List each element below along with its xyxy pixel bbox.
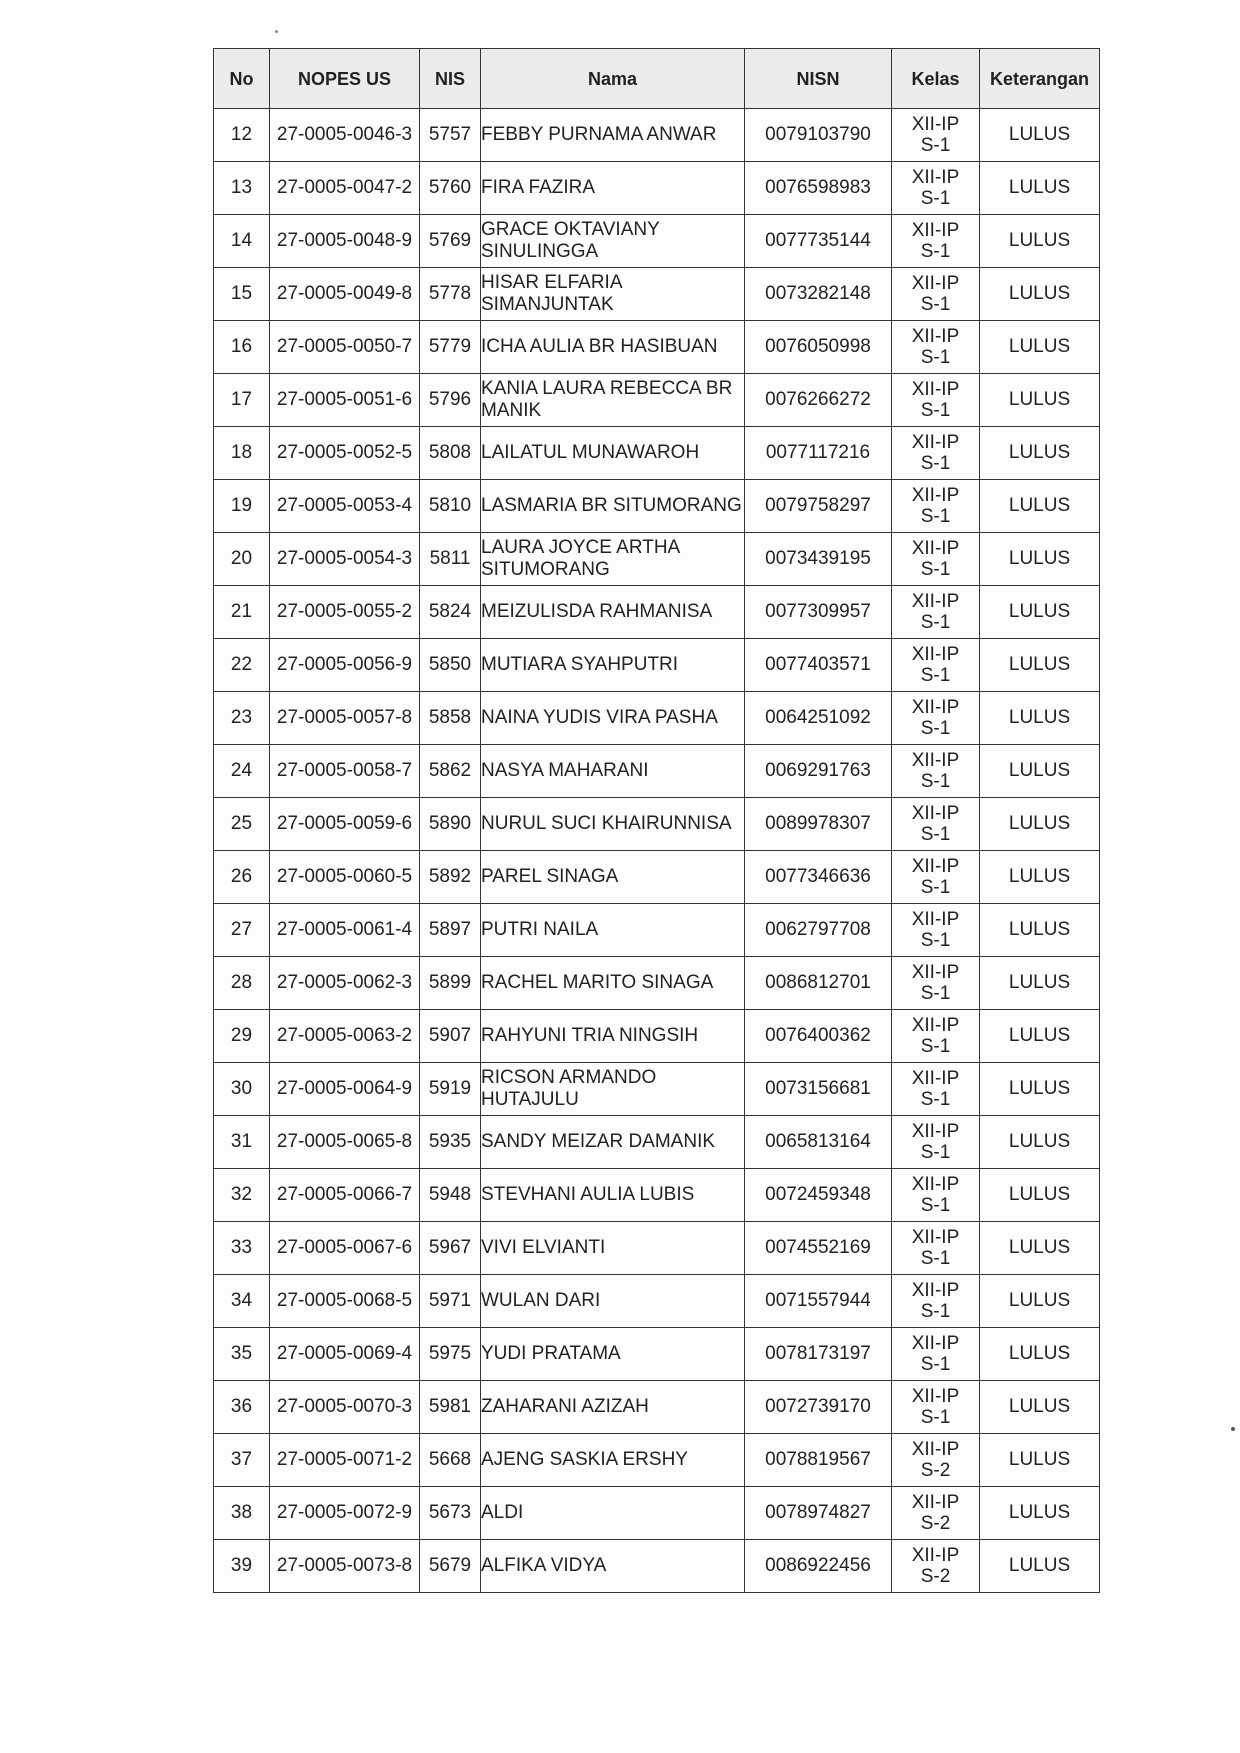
- cell-no: 28: [214, 957, 270, 1010]
- cell-nopes: 27-0005-0063-2: [270, 1010, 420, 1063]
- cell-nis: 5757: [420, 109, 481, 162]
- results-table: [213, 48, 1100, 1593]
- cell-nama: NURUL SUCI KHAIRUNNISA: [481, 798, 745, 851]
- kelas-text: XII-IPS-1: [911, 1121, 960, 1163]
- cell-keterangan: LULUS: [980, 1381, 1100, 1434]
- cell-nama: ALFIKA VIDYA: [481, 1540, 745, 1593]
- cell-keterangan: LULUS: [980, 851, 1100, 904]
- cell-nisn: 0078974827: [745, 1487, 892, 1540]
- table-row: [214, 1328, 1100, 1381]
- cell-no: 23: [214, 692, 270, 745]
- kelas-text: XII-IPS-1: [911, 909, 960, 951]
- kelas-text: XII-IPS-1: [911, 750, 960, 792]
- cell-keterangan: LULUS: [980, 1169, 1100, 1222]
- cell-nisn: 0065813164: [745, 1116, 892, 1169]
- cell-nis: 5862: [420, 745, 481, 798]
- cell-keterangan: LULUS: [980, 1275, 1100, 1328]
- table-row: [214, 957, 1100, 1010]
- kelas-text: XII-IPS-1: [911, 114, 960, 156]
- cell-kelas: [892, 692, 980, 745]
- kelas-text: XII-IPS-1: [911, 644, 960, 686]
- cell-nopes: 27-0005-0052-5: [270, 427, 420, 480]
- table-row: [214, 1010, 1100, 1063]
- table-row: [214, 215, 1100, 268]
- table-row: [214, 533, 1100, 586]
- cell-nis: 5796: [420, 374, 481, 427]
- cell-kelas: [892, 268, 980, 321]
- cell-nopes: 27-0005-0057-8: [270, 692, 420, 745]
- table-row: [214, 1434, 1100, 1487]
- cell-nama: PUTRI NAILA: [481, 904, 745, 957]
- kelas-text: XII-IPS-1: [911, 1174, 960, 1216]
- kelas-text: XII-IPS-2: [911, 1545, 960, 1587]
- cell-nis: 5824: [420, 586, 481, 639]
- cell-keterangan: LULUS: [980, 109, 1100, 162]
- cell-keterangan: LULUS: [980, 1116, 1100, 1169]
- kelas-text: XII-IPS-1: [911, 1068, 960, 1110]
- table-row: [214, 1063, 1100, 1116]
- cell-nisn: 0076400362: [745, 1010, 892, 1063]
- cell-kelas: [892, 1169, 980, 1222]
- table-row: [214, 1116, 1100, 1169]
- kelas-text: XII-IPS-1: [911, 803, 960, 845]
- kelas-text: XII-IPS-1: [911, 1015, 960, 1057]
- cell-nama: FEBBY PURNAMA ANWAR: [481, 109, 745, 162]
- cell-nis: 5808: [420, 427, 481, 480]
- table-row: [214, 851, 1100, 904]
- kelas-text: XII-IPS-1: [911, 326, 960, 368]
- cell-nisn: 0072739170: [745, 1381, 892, 1434]
- cell-kelas: [892, 639, 980, 692]
- cell-keterangan: LULUS: [980, 1063, 1100, 1116]
- header-row: [214, 49, 1100, 109]
- cell-nama: AJENG SASKIA ERSHY: [481, 1434, 745, 1487]
- cell-nama: LAILATUL MUNAWAROH: [481, 427, 745, 480]
- cell-nisn: 0062797708: [745, 904, 892, 957]
- cell-nisn: 0079103790: [745, 109, 892, 162]
- cell-nama: FIRA FAZIRA: [481, 162, 745, 215]
- header-nis: NIS: [420, 49, 481, 109]
- cell-no: 39: [214, 1540, 270, 1593]
- table-row: [214, 1381, 1100, 1434]
- cell-no: 33: [214, 1222, 270, 1275]
- cell-kelas: [892, 321, 980, 374]
- cell-keterangan: LULUS: [980, 586, 1100, 639]
- cell-no: 29: [214, 1010, 270, 1063]
- kelas-text: XII-IPS-1: [911, 432, 960, 474]
- cell-nisn: 0076598983: [745, 162, 892, 215]
- cell-nopes: 27-0005-0055-2: [270, 586, 420, 639]
- cell-no: 21: [214, 586, 270, 639]
- cell-nis: 5967: [420, 1222, 481, 1275]
- cell-nis: 5935: [420, 1116, 481, 1169]
- cell-nisn: 0072459348: [745, 1169, 892, 1222]
- cell-no: 34: [214, 1275, 270, 1328]
- cell-no: 19: [214, 480, 270, 533]
- cell-nopes: 27-0005-0048-9: [270, 215, 420, 268]
- kelas-text: XII-IPS-1: [911, 167, 960, 209]
- cell-kelas: [892, 533, 980, 586]
- cell-nopes: 27-0005-0064-9: [270, 1063, 420, 1116]
- cell-nis: 5668: [420, 1434, 481, 1487]
- cell-nis: 5919: [420, 1063, 481, 1116]
- cell-no: 31: [214, 1116, 270, 1169]
- table-row: [214, 798, 1100, 851]
- cell-nopes: 27-0005-0058-7: [270, 745, 420, 798]
- cell-nisn: 0077403571: [745, 639, 892, 692]
- table-row: [214, 109, 1100, 162]
- cell-nis: 5858: [420, 692, 481, 745]
- cell-nisn: 0077117216: [745, 427, 892, 480]
- kelas-text: XII-IPS-1: [911, 856, 960, 898]
- kelas-text: XII-IPS-1: [911, 591, 960, 633]
- cell-nisn: 0073156681: [745, 1063, 892, 1116]
- cell-nama: VIVI ELVIANTI: [481, 1222, 745, 1275]
- cell-kelas: [892, 1116, 980, 1169]
- cell-kelas: [892, 374, 980, 427]
- cell-nama: ICHA AULIA BR HASIBUAN: [481, 321, 745, 374]
- cell-nopes: 27-0005-0049-8: [270, 268, 420, 321]
- cell-no: 14: [214, 215, 270, 268]
- cell-nis: 5850: [420, 639, 481, 692]
- kelas-text: XII-IPS-1: [911, 962, 960, 1004]
- kelas-text: XII-IPS-1: [911, 273, 960, 315]
- cell-nis: 5679: [420, 1540, 481, 1593]
- kelas-text: XII-IPS-1: [911, 1227, 960, 1269]
- header-nama: Nama: [481, 49, 745, 109]
- cell-nopes: 27-0005-0069-4: [270, 1328, 420, 1381]
- cell-nopes: 27-0005-0067-6: [270, 1222, 420, 1275]
- cell-no: 36: [214, 1381, 270, 1434]
- cell-nis: 5811: [420, 533, 481, 586]
- cell-nama: YUDI PRATAMA: [481, 1328, 745, 1381]
- cell-kelas: [892, 904, 980, 957]
- cell-no: 32: [214, 1169, 270, 1222]
- cell-nisn: 0076266272: [745, 374, 892, 427]
- cell-no: 13: [214, 162, 270, 215]
- cell-nisn: 0074552169: [745, 1222, 892, 1275]
- cell-nis: 5760: [420, 162, 481, 215]
- kelas-text: XII-IPS-1: [911, 1280, 960, 1322]
- cell-nopes: 27-0005-0047-2: [270, 162, 420, 215]
- cell-nopes: 27-0005-0068-5: [270, 1275, 420, 1328]
- cell-kelas: [892, 586, 980, 639]
- kelas-text: XII-IPS-1: [911, 379, 960, 421]
- cell-kelas: [892, 1487, 980, 1540]
- cell-nis: 5810: [420, 480, 481, 533]
- cell-nopes: 27-0005-0046-3: [270, 109, 420, 162]
- cell-kelas: [892, 162, 980, 215]
- cell-keterangan: LULUS: [980, 321, 1100, 374]
- kelas-text: XII-IPS-1: [911, 538, 960, 580]
- table-row: [214, 1487, 1100, 1540]
- table-row: [214, 1275, 1100, 1328]
- cell-nopes: 27-0005-0060-5: [270, 851, 420, 904]
- table-row: [214, 904, 1100, 957]
- cell-kelas: [892, 215, 980, 268]
- cell-keterangan: LULUS: [980, 268, 1100, 321]
- cell-keterangan: LULUS: [980, 639, 1100, 692]
- cell-nisn: 0086922456: [745, 1540, 892, 1593]
- cell-nisn: 0078173197: [745, 1328, 892, 1381]
- cell-no: 30: [214, 1063, 270, 1116]
- cell-kelas: [892, 480, 980, 533]
- cell-keterangan: LULUS: [980, 215, 1100, 268]
- cell-keterangan: LULUS: [980, 957, 1100, 1010]
- cell-keterangan: LULUS: [980, 1540, 1100, 1593]
- cell-kelas: [892, 109, 980, 162]
- cell-nama: STEVHANI AULIA LUBIS: [481, 1169, 745, 1222]
- cell-nopes: 27-0005-0062-3: [270, 957, 420, 1010]
- cell-nopes: 27-0005-0066-7: [270, 1169, 420, 1222]
- cell-nis: 5769: [420, 215, 481, 268]
- cell-nama: RACHEL MARITO SINAGA: [481, 957, 745, 1010]
- cell-no: 27: [214, 904, 270, 957]
- cell-nopes: 27-0005-0073-8: [270, 1540, 420, 1593]
- table-row: [214, 745, 1100, 798]
- cell-no: 25: [214, 798, 270, 851]
- table-row: [214, 692, 1100, 745]
- cell-nis: 5890: [420, 798, 481, 851]
- cell-no: 18: [214, 427, 270, 480]
- cell-nama: NAINA YUDIS VIRA PASHA: [481, 692, 745, 745]
- kelas-text: XII-IPS-1: [911, 485, 960, 527]
- cell-nisn: 0078819567: [745, 1434, 892, 1487]
- table-row: [214, 639, 1100, 692]
- table-row: [214, 162, 1100, 215]
- cell-keterangan: LULUS: [980, 533, 1100, 586]
- cell-kelas: [892, 1275, 980, 1328]
- table-row: [214, 1222, 1100, 1275]
- cell-keterangan: LULUS: [980, 904, 1100, 957]
- cell-nopes: 27-0005-0071-2: [270, 1434, 420, 1487]
- cell-nama: ZAHARANI AZIZAH: [481, 1381, 745, 1434]
- cell-kelas: [892, 1381, 980, 1434]
- cell-nis: 5897: [420, 904, 481, 957]
- cell-no: 12: [214, 109, 270, 162]
- cell-nama: KANIA LAURA REBECCA BR MANIK: [481, 374, 745, 427]
- table-header: [214, 49, 1100, 109]
- cell-keterangan: LULUS: [980, 374, 1100, 427]
- cell-nisn: 0071557944: [745, 1275, 892, 1328]
- kelas-text: XII-IPS-1: [911, 697, 960, 739]
- cell-nopes: 27-0005-0072-9: [270, 1487, 420, 1540]
- kelas-text: XII-IPS-1: [911, 220, 960, 262]
- cell-kelas: [892, 1434, 980, 1487]
- cell-nis: 5981: [420, 1381, 481, 1434]
- cell-nis: 5892: [420, 851, 481, 904]
- table-row: [214, 1540, 1100, 1593]
- header-nopes: NOPES US: [270, 49, 420, 109]
- cell-nisn: 0077309957: [745, 586, 892, 639]
- cell-nisn: 0077735144: [745, 215, 892, 268]
- kelas-text: XII-IPS-1: [911, 1333, 960, 1375]
- cell-nopes: 27-0005-0065-8: [270, 1116, 420, 1169]
- cell-nopes: 27-0005-0054-3: [270, 533, 420, 586]
- cell-keterangan: LULUS: [980, 1487, 1100, 1540]
- cell-nama: GRACE OKTAVIANY SINULINGGA: [481, 215, 745, 268]
- cell-nama: SANDY MEIZAR DAMANIK: [481, 1116, 745, 1169]
- kelas-text: XII-IPS-1: [911, 1386, 960, 1428]
- kelas-text: XII-IPS-2: [911, 1492, 960, 1534]
- cell-kelas: [892, 427, 980, 480]
- cell-nisn: 0076050998: [745, 321, 892, 374]
- cell-nis: 5907: [420, 1010, 481, 1063]
- header-no: No: [214, 49, 270, 109]
- cell-nama: NASYA MAHARANI: [481, 745, 745, 798]
- cell-nopes: 27-0005-0050-7: [270, 321, 420, 374]
- cell-keterangan: LULUS: [980, 1434, 1100, 1487]
- cell-keterangan: LULUS: [980, 798, 1100, 851]
- cell-no: 26: [214, 851, 270, 904]
- header-nisn: NISN: [745, 49, 892, 109]
- cell-nama: RICSON ARMANDO HUTAJULU: [481, 1063, 745, 1116]
- header-keterangan: Keterangan: [980, 49, 1100, 109]
- cell-nopes: 27-0005-0061-4: [270, 904, 420, 957]
- table-row: [214, 374, 1100, 427]
- cell-kelas: [892, 798, 980, 851]
- cell-keterangan: LULUS: [980, 1222, 1100, 1275]
- table-body: [214, 109, 1100, 1593]
- cell-kelas: [892, 851, 980, 904]
- cell-no: 22: [214, 639, 270, 692]
- cell-nis: 5673: [420, 1487, 481, 1540]
- cell-nis: 5899: [420, 957, 481, 1010]
- cell-kelas: [892, 1063, 980, 1116]
- cell-nopes: 27-0005-0053-4: [270, 480, 420, 533]
- cell-nama: RAHYUNI TRIA NINGSIH: [481, 1010, 745, 1063]
- cell-nopes: 27-0005-0070-3: [270, 1381, 420, 1434]
- table-row: [214, 586, 1100, 639]
- cell-no: 37: [214, 1434, 270, 1487]
- cell-kelas: [892, 745, 980, 798]
- cell-nis: 5778: [420, 268, 481, 321]
- cell-nama: ALDI: [481, 1487, 745, 1540]
- cell-keterangan: LULUS: [980, 427, 1100, 480]
- cell-keterangan: LULUS: [980, 480, 1100, 533]
- cell-no: 35: [214, 1328, 270, 1381]
- cell-keterangan: LULUS: [980, 745, 1100, 798]
- cell-nisn: 0079758297: [745, 480, 892, 533]
- cell-nisn: 0064251092: [745, 692, 892, 745]
- table-row: [214, 268, 1100, 321]
- cell-kelas: [892, 1328, 980, 1381]
- cell-nisn: 0086812701: [745, 957, 892, 1010]
- table-row: [214, 480, 1100, 533]
- cell-nopes: 27-0005-0056-9: [270, 639, 420, 692]
- table-row: [214, 427, 1100, 480]
- cell-nisn: 0077346636: [745, 851, 892, 904]
- cell-nama: WULAN DARI: [481, 1275, 745, 1328]
- cell-no: 24: [214, 745, 270, 798]
- table-row: [214, 1169, 1100, 1222]
- cell-no: 38: [214, 1487, 270, 1540]
- cell-nopes: 27-0005-0051-6: [270, 374, 420, 427]
- cell-no: 15: [214, 268, 270, 321]
- cell-keterangan: LULUS: [980, 1010, 1100, 1063]
- cell-nama: MUTIARA SYAHPUTRI: [481, 639, 745, 692]
- cell-no: 16: [214, 321, 270, 374]
- cell-nisn: 0069291763: [745, 745, 892, 798]
- cell-nis: 5975: [420, 1328, 481, 1381]
- cell-nis: 5971: [420, 1275, 481, 1328]
- cell-kelas: [892, 1222, 980, 1275]
- header-kelas: Kelas: [892, 49, 980, 109]
- cell-kelas: [892, 1010, 980, 1063]
- cell-no: 17: [214, 374, 270, 427]
- scan-speck: [275, 30, 278, 33]
- cell-nama: LAURA JOYCE ARTHA SITUMORANG: [481, 533, 745, 586]
- cell-nisn: 0073282148: [745, 268, 892, 321]
- cell-keterangan: LULUS: [980, 1328, 1100, 1381]
- cell-nama: HISAR ELFARIA SIMANJUNTAK: [481, 268, 745, 321]
- cell-nama: MEIZULISDA RAHMANISA: [481, 586, 745, 639]
- cell-keterangan: LULUS: [980, 692, 1100, 745]
- cell-nama: PAREL SINAGA: [481, 851, 745, 904]
- cell-nama: LASMARIA BR SITUMORANG: [481, 480, 745, 533]
- cell-nis: 5779: [420, 321, 481, 374]
- kelas-text: XII-IPS-2: [911, 1439, 960, 1481]
- cell-kelas: [892, 957, 980, 1010]
- cell-kelas: [892, 1540, 980, 1593]
- cell-no: 20: [214, 533, 270, 586]
- scan-speck: [1231, 1427, 1235, 1431]
- table-row: [214, 321, 1100, 374]
- cell-nopes: 27-0005-0059-6: [270, 798, 420, 851]
- cell-nisn: 0089978307: [745, 798, 892, 851]
- cell-nisn: 0073439195: [745, 533, 892, 586]
- cell-nis: 5948: [420, 1169, 481, 1222]
- cell-keterangan: LULUS: [980, 162, 1100, 215]
